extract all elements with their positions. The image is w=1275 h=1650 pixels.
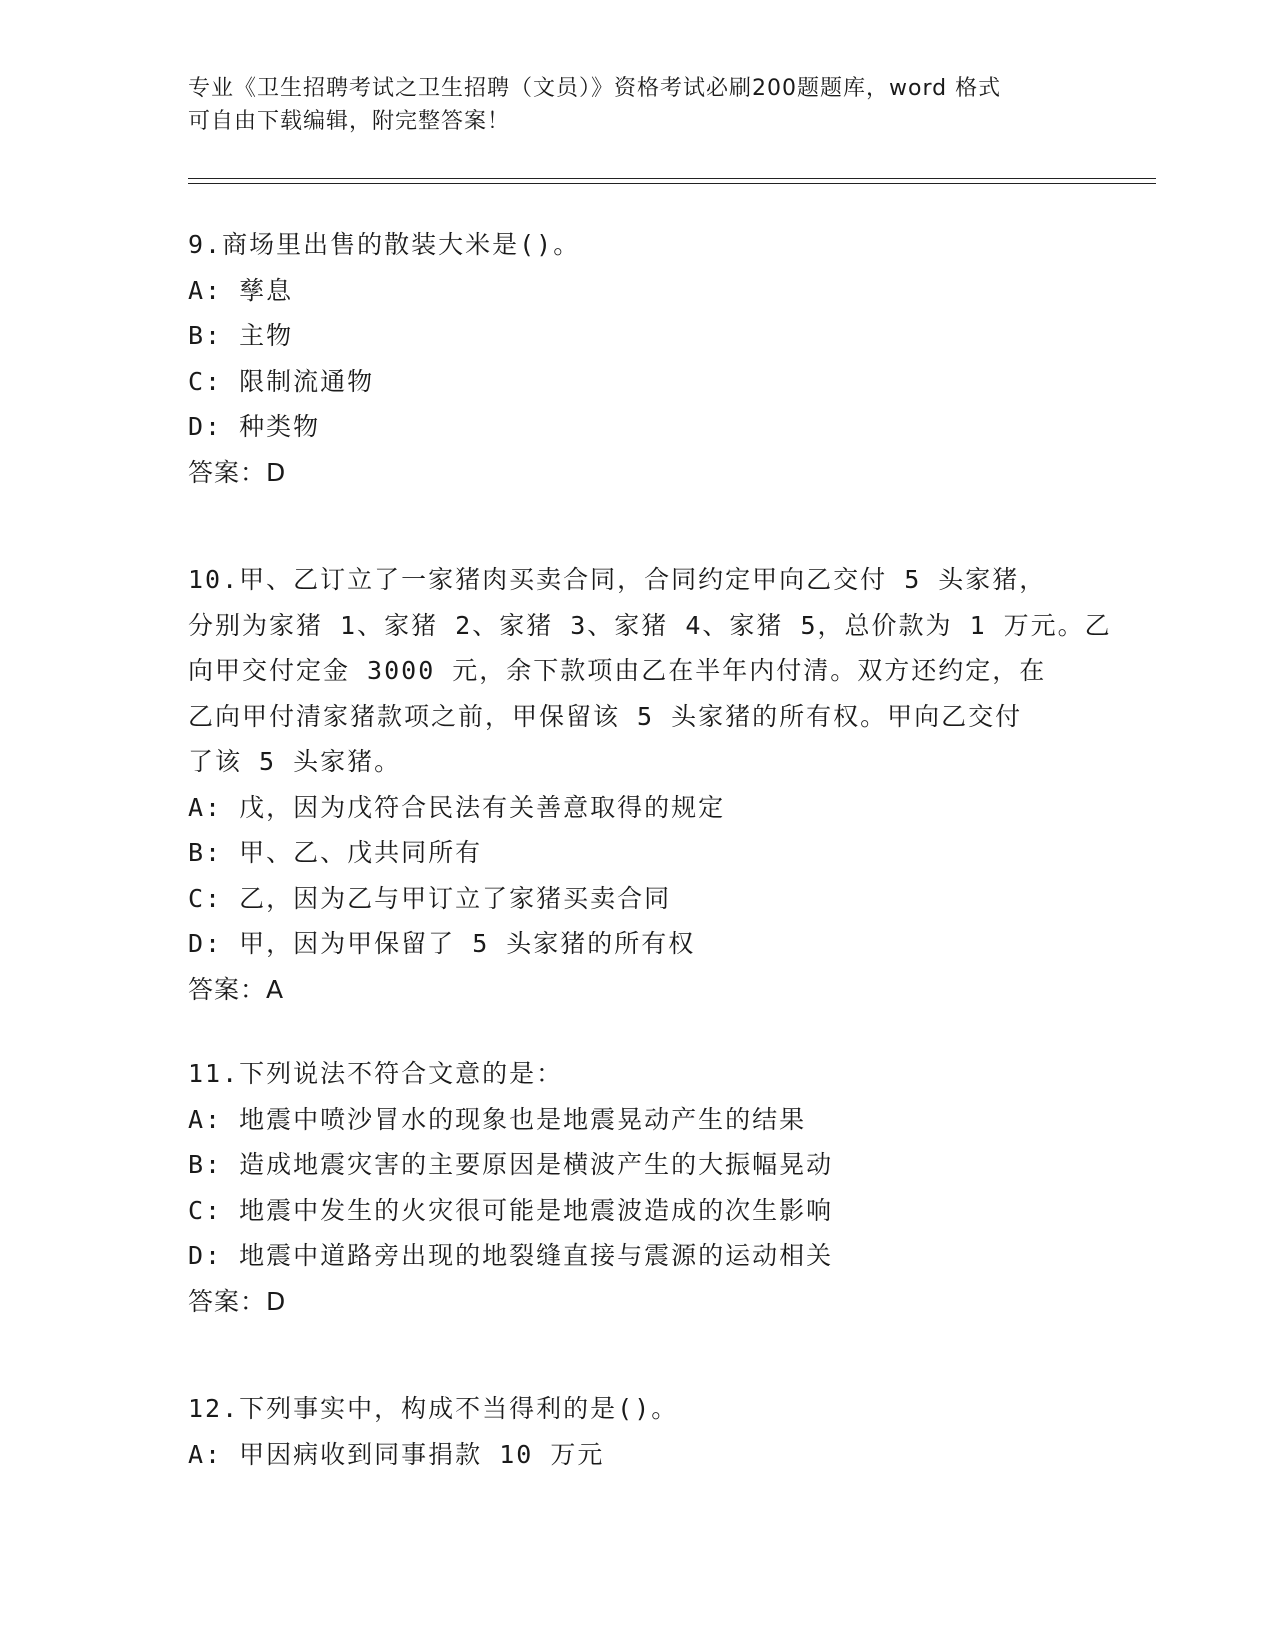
question-12 [188,1386,1088,1477]
question-stem-line: 了该 5 头家猪。 [188,747,402,776]
question-stem-line: 10.甲、乙订立了一家猪肉买卖合同，合同约定甲向乙交付 5 头家猪， [188,565,1047,594]
option-c: C: 地震中发生的火灾很可能是地震波造成的次生影响 [188,1195,834,1225]
question-stem-line: 分别为家猪 1、家猪 2、家猪 3、家猪 4、家猪 5，总价款为 1 万元。乙 [188,610,1112,640]
question-stem: 11.下列说法不符合文意的是： [188,1059,564,1088]
question-stem-line: 乙向甲付清家猪款项之前，甲保留该 5 头家猪的所有权。甲向乙交付 [188,701,1023,731]
question-11 [188,1051,1088,1324]
option-a: A: 戊，因为戊符合民法有关善意取得的规定 [188,792,726,822]
option-d: D: 甲，因为甲保留了 5 头家猪的所有权 [188,929,696,958]
answer-label: 答案：D [188,1286,287,1316]
question-stem: 9.商场里出售的散装大米是()。 [188,230,581,259]
option-b: B: 造成地震灾害的主要原因是横波产生的大振幅晃动 [188,1150,834,1179]
answer-label: 答案：D [188,457,287,487]
option-d: D: 种类物 [188,412,321,441]
option-c: C: 乙，因为乙与甲订立了家猪买卖合同 [188,883,672,913]
option-a: A: 孳息 [188,275,294,305]
option-b: B: 甲、乙、戊共同所有 [188,838,483,867]
question-10 [188,557,1112,1012]
header-divider-bottom [188,183,1156,184]
question-stem: 12.下列事实中，构成不当得利的是()。 [188,1394,679,1423]
option-b: B: 主物 [188,321,294,350]
option-a: A: 地震中喷沙冒水的现象也是地震晃动产生的结果 [188,1104,807,1134]
answer-label: 答案：A [188,974,285,1004]
header-divider-top [188,178,1156,179]
document-header [188,72,1088,138]
header-line-1: 专业《卫生招聘考试之卫生招聘（文员）》资格考试必刷200题题库，word 格式 [188,76,1002,101]
question-9 [188,222,1088,495]
option-a: A: 甲因病收到同事捐款 10 万元 [188,1439,605,1469]
question-stem-line: 向甲交付定金 3000 元，余下款项由乙在半年内付清。双方还约定，在 [188,656,1047,685]
header-line-2: 可自由下载编辑，附完整答案！ [188,109,511,134]
option-d: D: 地震中道路旁出现的地裂缝直接与震源的运动相关 [188,1241,834,1270]
option-c: C: 限制流通物 [188,366,375,396]
